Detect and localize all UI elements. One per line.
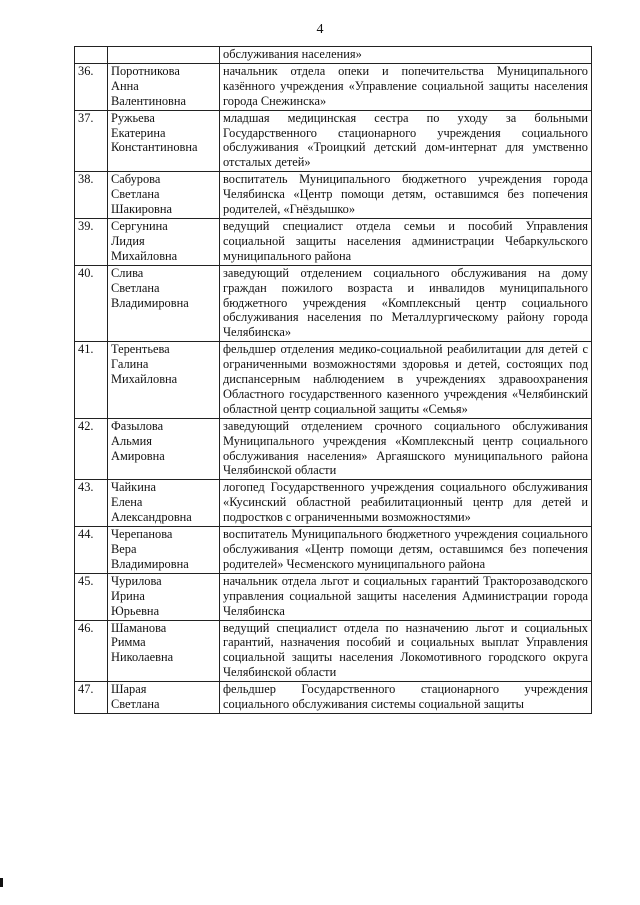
position-description: фельдшер Государственного стационарного учреждения социального обслуживания системы социальной защиты [220,682,592,714]
given-name: Анна [111,78,139,93]
person-name [108,63,220,110]
position-description: ведущий специалист отдела по назначению льгот и социальных гарантий, назначения пособий и социальных выплат Управления социальной защиты населения Локомотивного городского округа Челябинской области [220,620,592,682]
person-name [108,620,220,682]
surname: Чурилова [111,573,162,588]
row-number: 42. [75,418,108,480]
given-name: Вера [111,542,137,556]
position-description: воспитатель Муниципального бюджетного учреждения города Челябинска «Центр помощи детям, оставшимся без попечения родителей, «Гнёздышко» [220,172,592,219]
person-name [108,342,220,419]
patronymic: Константиновна [111,140,198,155]
surname: Черепанова [111,527,173,542]
table-row [75,63,592,110]
patronymic: Николаевна [111,650,174,665]
given-name: Лидия [111,233,145,248]
name-cell [108,47,220,64]
table-row [75,620,592,682]
position-description: начальник отдела опеки и попечительства Муниципального казённого учреждения «Управление социальной защиты населения города Снежинска» [220,63,592,110]
surname: Шарая [111,682,147,697]
row-number: 44. [75,527,108,574]
position-description: заведующий отделением срочного социального обслуживания Муниципального учреждения «Комплексный центр социального обслуживания населения» Аргаяшского муниципального района Челябинской области [220,418,592,480]
table-row [75,110,592,172]
person-name [108,573,220,620]
page-number: 4 [316,22,324,37]
patronymic: Амировна [111,448,165,463]
position-description: воспитатель Муниципального бюджетного учреждения социального обслуживания «Центр помощи детям, оставшимся без попечения родителей» Чесменского муниципального района [220,527,592,574]
surname: Чайкина [111,480,156,495]
table-row [75,342,592,419]
patronymic: Михайловна [111,372,178,387]
position-description: заведующий отделением социального обслуживания на дому граждан пожилого возраста и инвалидов муниципального бюджетного учреждения «Комплексный центр социального обслуживания населения по Металлургическому району города Челябинска» [220,265,592,342]
surname: Ружьева [111,110,155,125]
person-name [108,218,220,265]
row-number: 41. [75,342,108,419]
patronymic: Шакировна [111,202,173,217]
row-number: 45. [75,573,108,620]
position-description: логопед Государственного учреждения социального обслуживания «Кусинский областной реабилитационный центр для детей и подростков с ограниченными возможностями» [220,480,592,527]
patronymic: Владимировна [111,295,189,310]
position-description: обслуживания населения» [220,47,592,64]
surname: Сабурова [111,172,161,187]
position-description: начальник отдела льгот и социальных гарантий Тракторозаводского управления социальной защиты населения Администрации города Челябинска [220,573,592,620]
table-row [75,527,592,574]
surname: Слива [111,265,144,280]
person-name [108,172,220,219]
surname: Поротникова [111,63,180,78]
row-number: 39. [75,218,108,265]
awardees-table [74,46,592,714]
given-name: Светлана [111,697,160,712]
row-number: 38. [75,172,108,219]
position-description: фельдшер отделения медико-социальной реабилитации для детей с ограниченными возможностями здоровья и детей, состоящих под диспансерным наблюдением в учреждениях здравоохранения Областного государственного казенного учреждения «Челябинский областной центр социальной защиты «Семья» [220,342,592,419]
table-row [75,573,592,620]
patronymic: Валентиновна [111,93,187,108]
row-number: 46. [75,620,108,682]
person-name [108,480,220,527]
given-name: Галина [111,357,149,372]
surname: Шаманова [111,620,167,635]
given-name: Елена [111,495,143,510]
given-name: Светлана [111,280,160,295]
position-description: ведущий специалист отдела семьи и пособий Управления социальной защиты населения администрации Чебаркульского муниципального района [220,218,592,265]
given-name: Римма [111,635,146,650]
surname: Фазылова [111,418,164,433]
row-number: 36. [75,63,108,110]
person-name [108,527,220,574]
table-row [75,172,592,219]
row-number: 37. [75,110,108,172]
table-row [75,418,592,480]
person-name [108,682,220,714]
row-number: 40. [75,265,108,342]
table-row [75,265,592,342]
table-row [75,682,592,714]
patronymic: Александровна [111,510,192,525]
given-name: Екатерина [111,125,166,140]
given-name: Светлана [111,187,160,202]
table-row [75,480,592,527]
person-name [108,265,220,342]
row-number-cell [75,47,108,64]
person-name [108,418,220,480]
position-description: младшая медицинская сестра по уходу за больными Государственного стационарного учреждения социального обслуживания «Троицкий детский дом-интернат для умственно отсталых детей» [220,110,592,172]
person-name [108,110,220,172]
given-name: Альмия [111,433,152,448]
surname: Терентьева [111,342,170,357]
surname: Сергунина [111,218,168,233]
patronymic: Юрьевна [111,603,160,618]
patronymic: Владимировна [111,556,189,571]
scan-edge-mark [0,878,3,887]
table-row-continuation [75,47,592,64]
row-number: 43. [75,480,108,527]
patronymic: Михайловна [111,248,178,263]
table-row [75,218,592,265]
row-number: 47. [75,682,108,714]
given-name: Ирина [111,588,145,603]
